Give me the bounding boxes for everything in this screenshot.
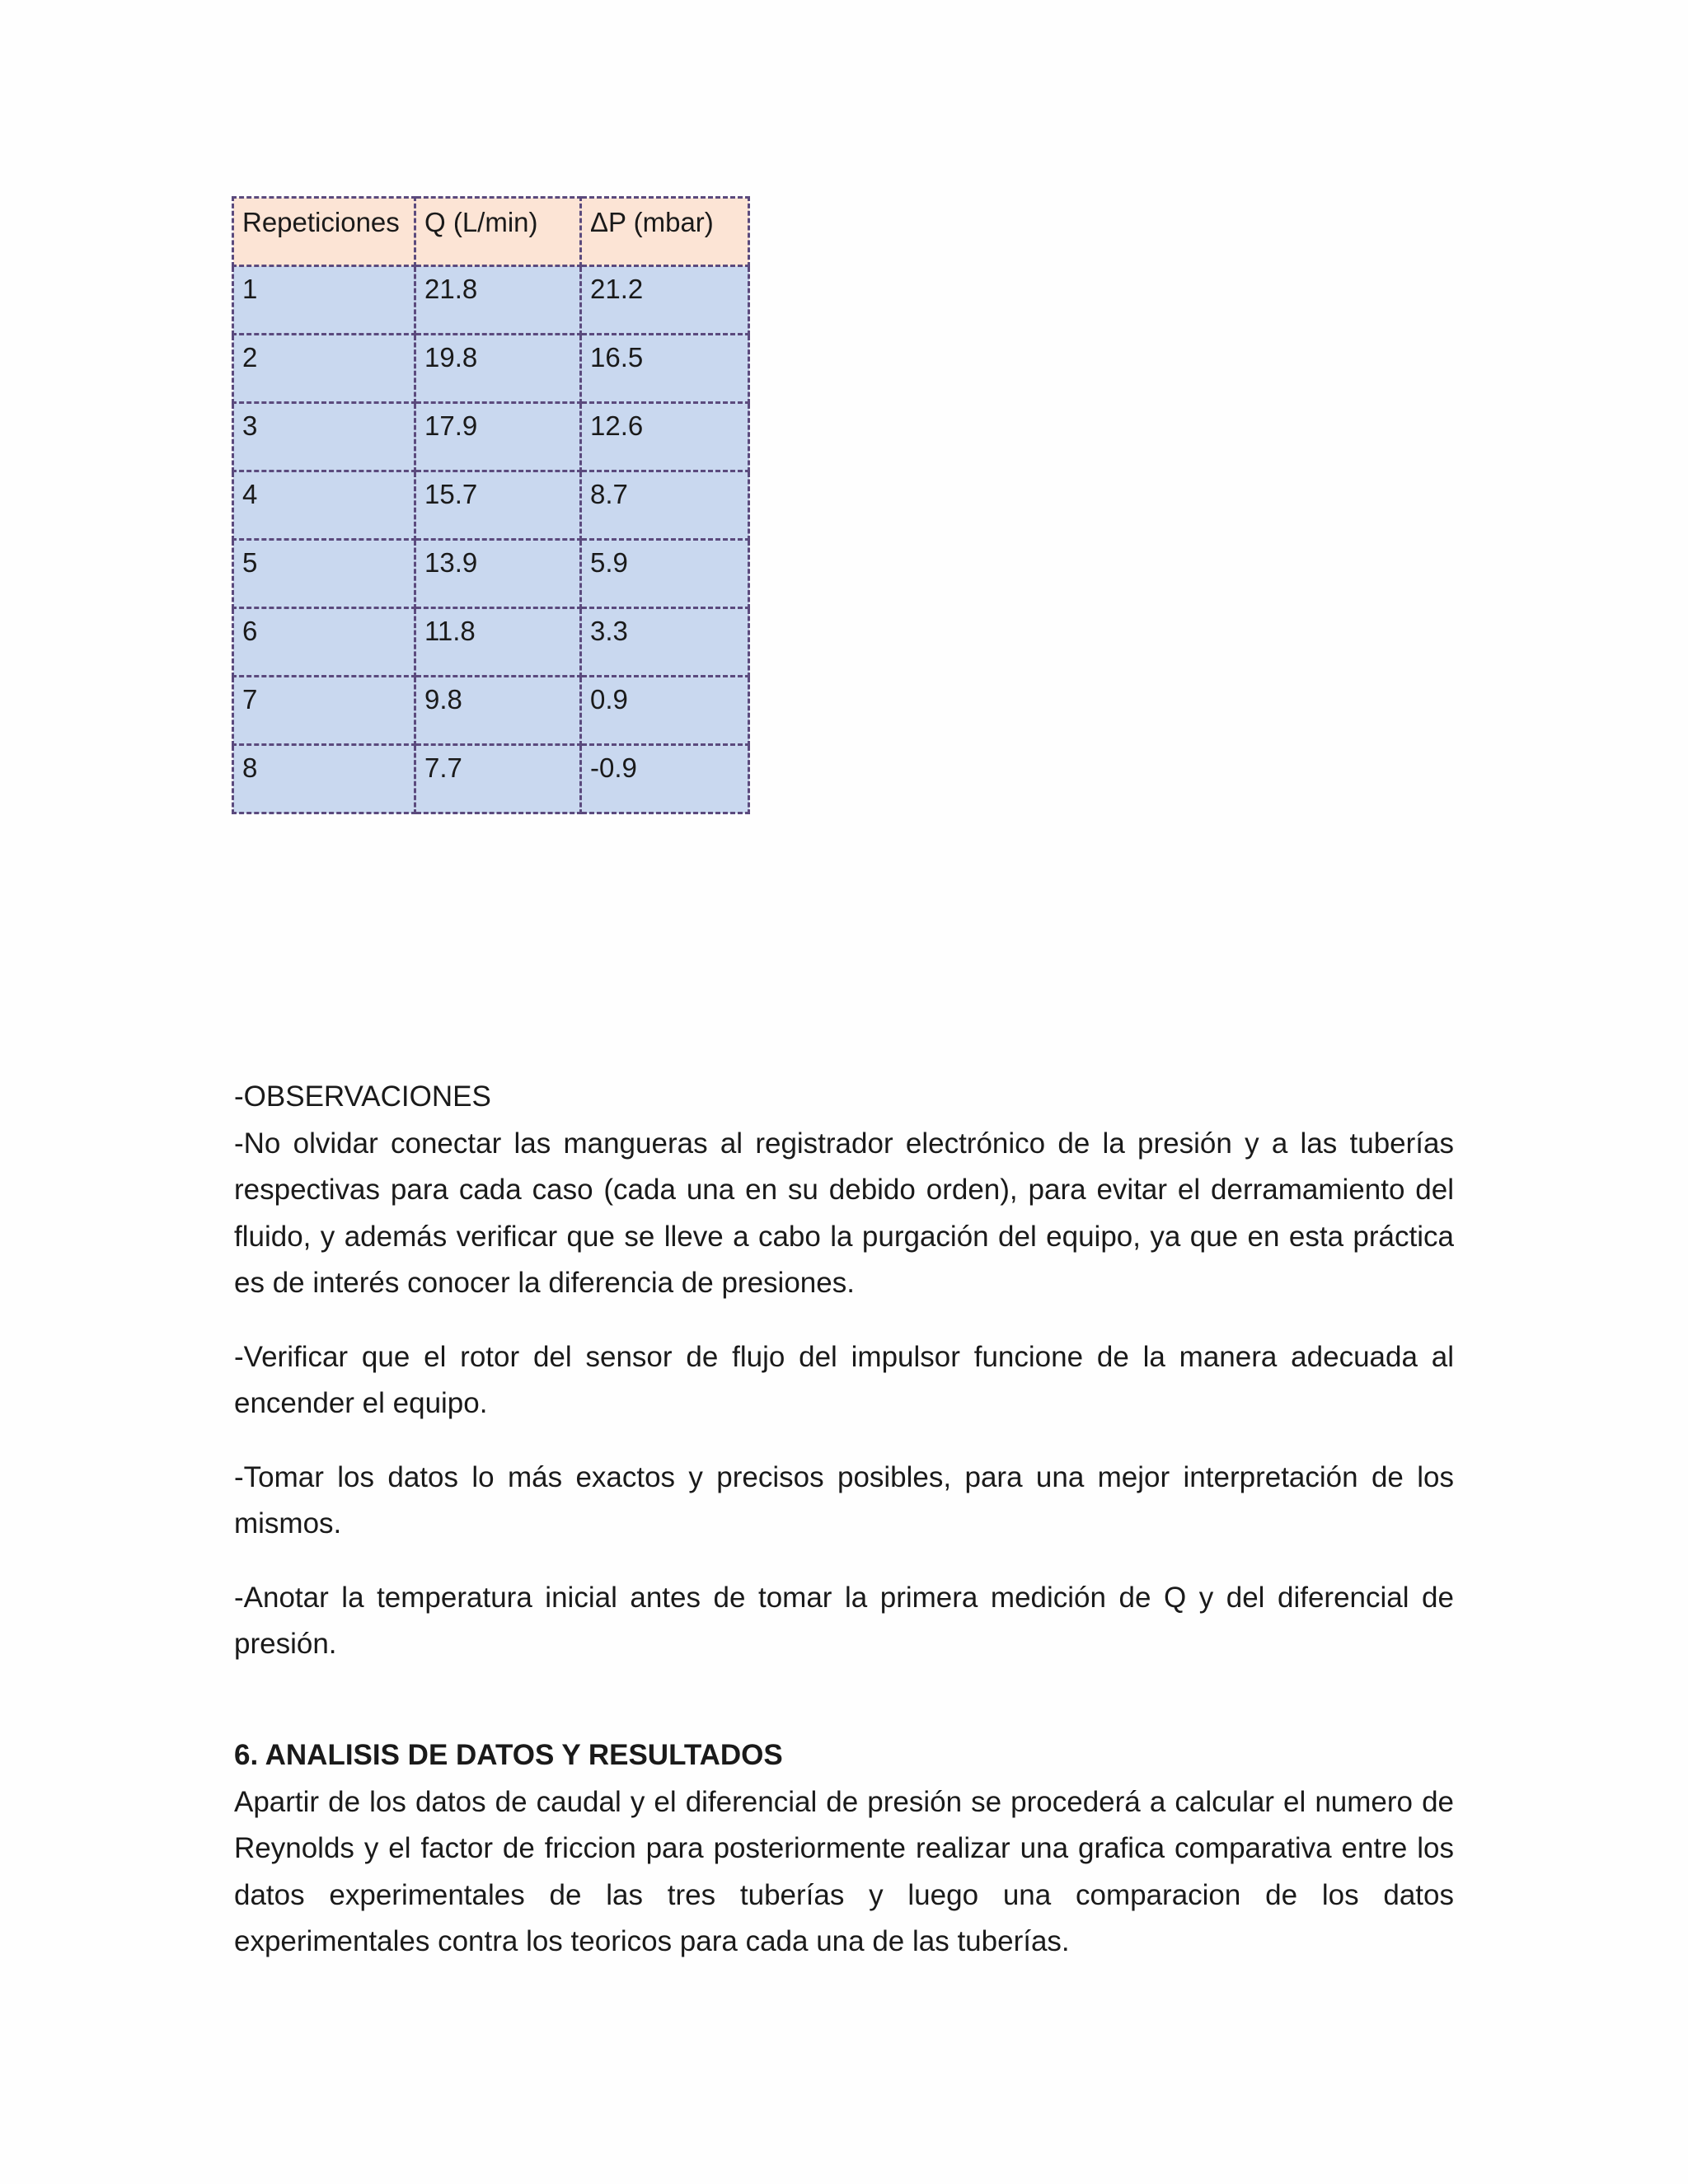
cell-flow-rate: 9.8	[415, 677, 581, 745]
cell-flow-rate: 17.9	[415, 403, 581, 471]
cell-flow-rate: 7.7	[415, 745, 581, 813]
table-row	[233, 335, 749, 403]
cell-repeticion: 8	[233, 745, 415, 813]
table-row	[233, 677, 749, 745]
cell-repeticion: 2	[233, 335, 415, 403]
cell-repeticion: 6	[233, 608, 415, 677]
cell-repeticion: 1	[233, 266, 415, 335]
observation-item: -Verificar que el rotor del sensor de flujo del impulsor funcione de la manera adecuada al encender el equipo.	[234, 1340, 1454, 1419]
observation-item: -No olvidar conectar las mangueras al registrador electrónico de la presión y a las tuberías respectivas para cada caso (cada una en su debido orden), para evitar el derramamiento del fluido, y además verificar que se lleve a cabo la purgación del equipo, ya que en esta práctica es de interés conocer la diferencia de presiones.	[234, 1127, 1454, 1299]
header-repeticiones: Repeticiones	[233, 198, 415, 266]
analysis-paragraph: Apartir de los datos de caudal y el diferencial de presión se procederá a calcular el numero de Reynolds y el factor de friccion para posteriormente realizar una grafica comparativa entre los datos experimentales de las tres tuberías y luego una comparacion de los datos experimentales contra los teoricos para cada una de las tuberías.	[234, 1785, 1454, 1957]
observations-section	[234, 1074, 1454, 1668]
observation-item: -Tomar los datos lo más exactos y precisos posibles, para una mejor interpretación de los mismos.	[234, 1460, 1454, 1540]
cell-repeticion: 5	[233, 540, 415, 608]
cell-flow-rate: 19.8	[415, 335, 581, 403]
cell-pressure-diff: -0.9	[581, 745, 749, 813]
cell-flow-rate: 13.9	[415, 540, 581, 608]
cell-pressure-diff: 16.5	[581, 335, 749, 403]
section-heading: 6. ANALISIS DE DATOS Y RESULTADOS	[234, 1739, 783, 1771]
cell-pressure-diff: 12.6	[581, 403, 749, 471]
cell-flow-rate: 11.8	[415, 608, 581, 677]
cell-flow-rate: 15.7	[415, 471, 581, 540]
table-row	[233, 266, 749, 335]
cell-pressure-diff: 3.3	[581, 608, 749, 677]
table-row	[233, 471, 749, 540]
cell-pressure-diff: 8.7	[581, 471, 749, 540]
header-flow-rate: Q (L/min)	[415, 198, 581, 266]
measurements-table	[232, 196, 750, 814]
table-row	[233, 540, 749, 608]
table-row	[233, 745, 749, 813]
cell-pressure-diff: 5.9	[581, 540, 749, 608]
table-row	[233, 608, 749, 677]
observation-item: -Anotar la temperatura inicial antes de tomar la primera medición de Q y del diferencial de presión.	[234, 1581, 1454, 1660]
cell-repeticion: 7	[233, 677, 415, 745]
table-row	[233, 403, 749, 471]
header-pressure-diff: ΔP (mbar)	[581, 198, 749, 266]
cell-pressure-diff: 21.2	[581, 266, 749, 335]
cell-flow-rate: 21.8	[415, 266, 581, 335]
table-header-row	[233, 198, 749, 266]
cell-repeticion: 4	[233, 471, 415, 540]
observations-heading: -OBSERVACIONES -No olvidar conectar las mangueras al registrador electrónico de la presión y a las tuberías respectivas para cada caso (cada una en su debido orden), para evitar el derramamiento del fluido, y además verificar que se lleve a cabo la purgación del equipo, ya que en esta práctica es de interés conocer la diferencia de presiones.	[234, 1080, 1454, 1299]
cell-repeticion: 3	[233, 403, 415, 471]
cell-pressure-diff: 0.9	[581, 677, 749, 745]
analysis-section	[234, 1732, 1454, 1966]
